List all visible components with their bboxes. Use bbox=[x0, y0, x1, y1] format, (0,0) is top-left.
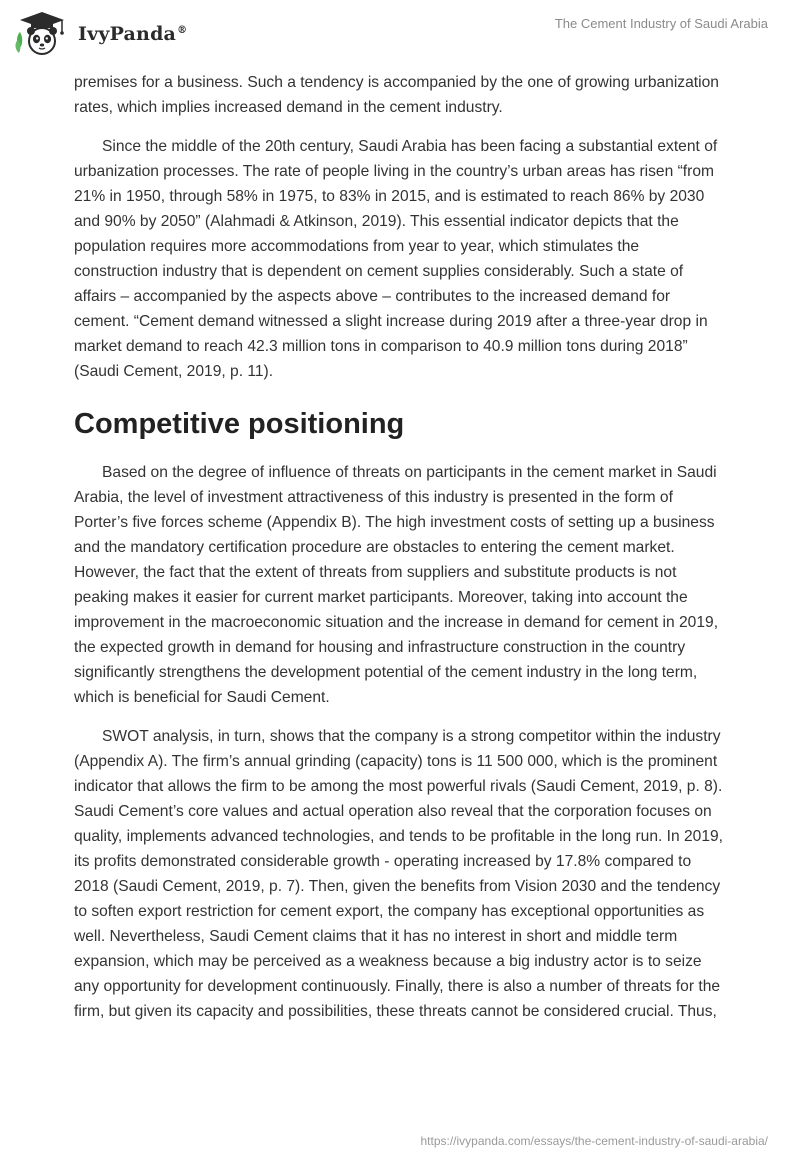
section-heading: Competitive positioning bbox=[74, 408, 405, 440]
essay-body bbox=[74, 70, 726, 1038]
paragraph-porter: Based on the degree of influence of threats on participants in the cement market in Saudi Arabia, the level of investment attractiveness of this industry is presented in the form of Porter’s five forces scheme (Appendix B). The high investment costs of setting up a business and the mandatory certification procedure are obstacles to entering the cement market. However, the fact that the extent of threats from suppliers and substitute products is not peaking makes it easier for current market participants. Moreover, taking into account the improvement in the macroeconomic situation and the increase in demand for cement in 2019, the expected growth in demand for housing and infrastructure construction in the country significantly strengthens the development potential of the cement industry in the long term, which is beneficial for Saudi Cement. bbox=[74, 464, 719, 706]
paragraph-swot: SWOT analysis, in turn, shows that the company is a strong competitor within the industry (Appendix A). The firm’s annual grinding (capacity) tons is 11 500 000, which is the prominent indicator that allows the firm to be among the most powerful rivals (Saudi Cement, 2019, p. 8). Saudi Cement’s core values and actual operation also reveal that the corporation focuses on quality, implements advanced technologies, and tends to be profitable in the long run. In 2019, its profits demonstrated considerable growth - operating increased by 17.8% compared to 2018 (Saudi Cement, 2019, p. 7). Then, given the benefits from Vision 2030 and the tendency to soften export restriction for cement export, the company has exceptional opportunities as well. Nevertheless, Saudi Cement claims that it has no interest in short and middle term expansion, which may be perceived as a weakness because a big industry actor is to seize any opportunity for development continuously. Finally, there is also a number of threats for the firm, but given its capacity and possibilities, these threats cannot be considered crucial. Thus, bbox=[74, 728, 724, 1020]
page-header bbox=[0, 0, 800, 70]
paragraph-continuation: premises for a business. Such a tendency is accompanied by the one of growing urbanization rates, which implies increased demand in the cement industry. bbox=[74, 74, 719, 116]
source-url[interactable]: https://ivypanda.com/essays/the-cement-industry-of-saudi-arabia/ bbox=[420, 1134, 768, 1148]
ivypanda-logo[interactable] bbox=[14, 10, 187, 58]
brand-name: IvyPanda® bbox=[78, 23, 188, 45]
paragraph-urbanization: Since the middle of the 20th century, Saudi Arabia has been facing a substantial extent of urbanization processes. The rate of people living in the country’s urban areas has risen “from 21% in 1950, through 58% in 1975, to 83% in 2015, and is estimated to reach 86% by 2030 and 90% by 2050” (Alahmadi & Atkinson, 2019). This essential indicator depicts that the population requires more accommodations from year to year, which stimulates the construction industry that is dependent on cement supplies considerably. Such a state of affairs – accompanied by the aspects above – contributes to the increased demand for cement. “Cement demand witnessed a slight increase during 2019 after a three-year drop in market demand to reach 42.3 million tons in comparison to 40.9 million tons during 2018” (Saudi Cement, 2019, p. 11). bbox=[74, 138, 718, 380]
document-title: The Cement Industry of Saudi Arabia bbox=[554, 16, 768, 31]
panda-graduate-icon bbox=[14, 10, 70, 58]
